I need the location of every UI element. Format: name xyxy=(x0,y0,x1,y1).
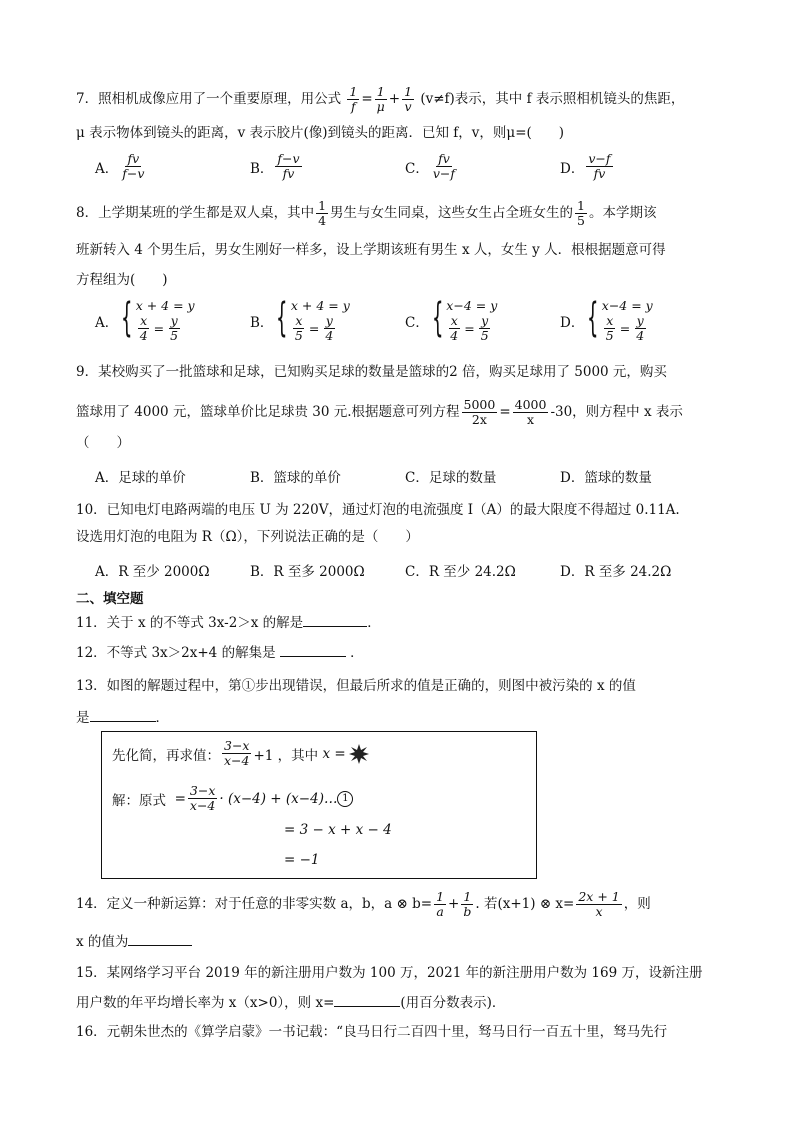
q8-line1: 8．上学期某班的学生都是双人桌，其中 $\frac{1}{4}$ 男生与女生同桌，这些女生占全班女生的 $\frac{1}{5}$ 。本学期该 xyxy=(76,198,657,228)
q10-option-d[interactable]: D．R 至多 24.2Ω xyxy=(560,564,672,580)
answer-blank[interactable] xyxy=(303,612,367,627)
q12: 12．不等式 3x＞2x+4 的解集是 ． xyxy=(76,642,364,663)
q15-line1: 15．某网络学习平台 2019 年的新注册用户数为 100 万，2021 年的新注册用户数为 169 万，设新注册 xyxy=(76,965,703,981)
q10-option-c[interactable]: C．R 至少 24.2Ω xyxy=(405,564,516,580)
answer-blank[interactable] xyxy=(280,642,346,657)
box-line3: = 3 − x + x − 4 xyxy=(284,822,392,838)
q7-line2: μ 表示物体到镜头的距离，v 表示胶片(像)到镜头的距离．已知 f，v，则μ=( ) xyxy=(76,125,565,141)
q9-frac1: $\frac{5000}{2x}$ xyxy=(463,397,496,427)
q8-option-d[interactable]: D． { x−4 = y $\frac{x}{5}$ = $\frac{y}{4}$ xyxy=(560,295,653,343)
q7-line1: 7．照相机成像应用了一个重要原理，用公式 $\frac{1}{f}$ = $\frac{1}{\mu}$ + $\frac{1}{v}$ (v≠f)表示，其中 f 表示照相机镜头的焦距， xyxy=(76,84,685,114)
box-line4: = −1 xyxy=(284,852,320,868)
formula-lhs: $\frac{1}{f}$ xyxy=(349,84,358,114)
q9-option-a[interactable]: A．足球的单价 xyxy=(95,470,186,486)
q9-line1: 9．某校购买了一批篮球和足球，已知购买足球的数量是篮球的2 倍，购买足球用了 5000 元，购买 xyxy=(76,364,667,380)
q8-frac2: $\frac{1}{5}$ xyxy=(577,198,585,228)
q13-line1: 13．如图的解题过程中，第①步出现错误，但最后所求的值是正确的，则图中被污染的 x 的值 xyxy=(76,678,636,694)
answer-blank[interactable] xyxy=(128,931,192,946)
q9-option-d[interactable]: D．篮球的数量 xyxy=(560,470,652,486)
q8-option-a[interactable]: A． { x + 4 = y $\frac{x}{4}$ = $\frac{y}{5}$ xyxy=(95,295,195,343)
q9-option-b[interactable]: B．篮球的单价 xyxy=(250,470,341,486)
q10-option-b[interactable]: B．R 至多 2000Ω xyxy=(250,564,365,580)
answer-blank[interactable] xyxy=(334,992,400,1007)
q9-line2: 篮球用了 4000 元，篮球单价比足球贵 30 元.根据题意可列方程 $\frac{5000}{2x}$ = $\frac{4000}{x}$ -30，则方程中 x 表示 xyxy=(76,397,683,427)
q7-option-b[interactable]: B． $\frac{f-v}{fv}$ xyxy=(250,151,300,181)
formula-term2: $\frac{1}{v}$ xyxy=(404,84,413,114)
q16-line1: 16．元朝朱世杰的《算学启蒙》一书记载：“良马日行二百四十里，驽马日行一百五十里，驽马先行 xyxy=(76,1024,668,1040)
q8-option-c[interactable]: C． { x−4 = y $\frac{x}{4}$ = $\frac{y}{5}$ xyxy=(405,295,498,343)
q7-option-a[interactable]: A． $\frac{fv}{f-v}$ xyxy=(95,151,145,181)
q14-line2: x 的值为 xyxy=(76,931,192,952)
formula-term1: $\frac{1}{\mu}$ xyxy=(376,84,385,114)
q8-line3: 方程组为( ) xyxy=(76,272,168,288)
q8-option-b[interactable]: B． { x + 4 = y $\frac{x}{5}$ = $\frac{y}{4}$ xyxy=(250,295,350,343)
q15-line2: 用户数的年平均增长率为 x（x>0），则 x= (用百分数表示)． xyxy=(76,992,505,1013)
q14-line1: 14．定义一种新运算：对于任意的非零实数 a，b，a ⊗ b= $\frac{1}{a}$ + $\frac{1}{b}$ . 若(x+1) ⊗ x= $\frac{2x + 1}{x}$ ，则 xyxy=(76,889,651,919)
q9-option-c[interactable]: C．足球的数量 xyxy=(405,470,497,486)
q11: 11．关于 x 的不等式 3x-2＞x 的解是 ． xyxy=(76,612,381,633)
q9-frac2: $\frac{4000}{x}$ xyxy=(514,397,547,427)
otimes-symbol: ⊗ xyxy=(539,896,552,912)
box-line2: 解：原式 = $\frac{3-x}{x-4}$ · (x−4) + (x−4)… 1 xyxy=(112,784,353,813)
section-title: 二、填空题 xyxy=(76,591,144,607)
q8-frac1: $\frac{1}{4}$ xyxy=(318,198,327,228)
ink-blot-icon xyxy=(349,744,369,764)
box-line1: 先化简，再求值： $\frac{3-x}{x-4}$ +1 ，其中 x = xyxy=(112,739,369,768)
q13-line2: 是 ． xyxy=(76,707,169,728)
q10-line2: 设选用灯泡的电阻为 R（Ω），下列说法正确的是（ ） xyxy=(76,529,419,545)
q10-line1: 10．已知电灯电路两端的电压 U 为 220V，通过灯泡的电流强度 I（A）的最大限度不得超过 0.11A. xyxy=(76,502,680,518)
otimes-symbol: ⊗ xyxy=(396,896,408,912)
step-marker: 1 xyxy=(337,791,353,807)
answer-blank[interactable] xyxy=(90,707,156,722)
q9-line3: （ ） xyxy=(76,435,130,451)
q7-option-d[interactable]: D． $\frac{v-f}{fv}$ xyxy=(560,151,611,181)
q8-line2: 班新转入 4 个男生后，男女生刚好一样多，设上学期该班有男生 x 人，女生 y 人．根根据题意可得 xyxy=(76,242,666,258)
q7-option-c[interactable]: C． $\frac{fv}{v-f}$ xyxy=(405,151,456,181)
q10-option-a[interactable]: A．R 至少 2000Ω xyxy=(95,564,210,580)
solution-box xyxy=(101,731,537,879)
